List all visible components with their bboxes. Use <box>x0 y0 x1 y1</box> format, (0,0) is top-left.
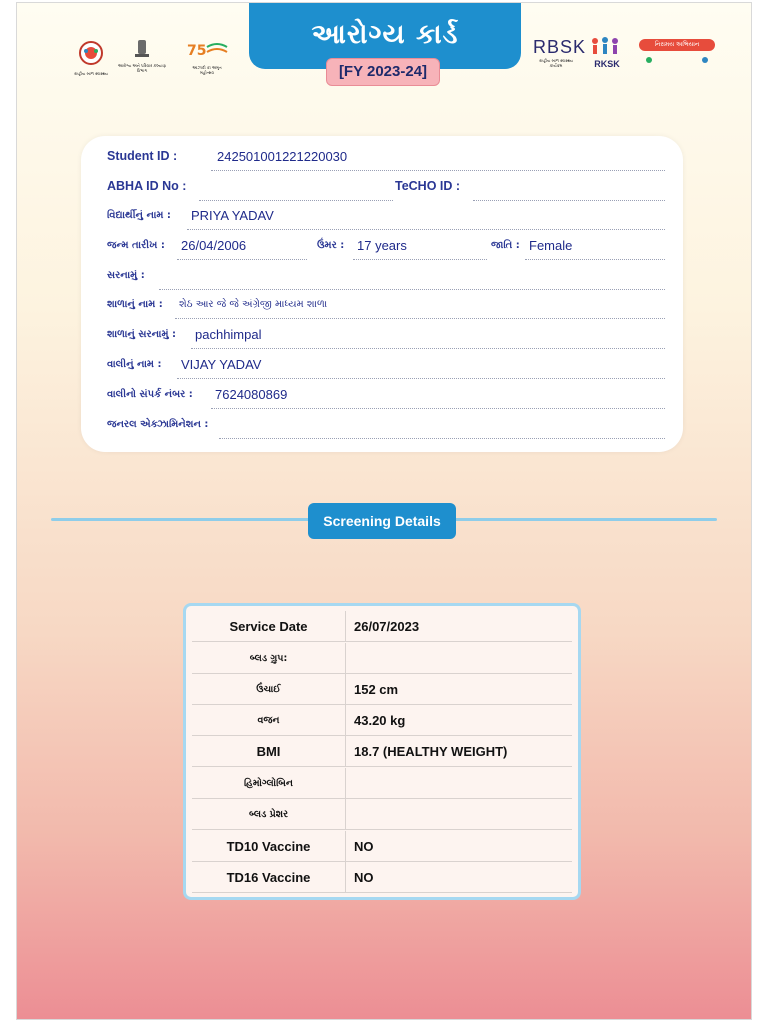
table-row <box>192 799 572 830</box>
guardian-phone-value: 7624080869 <box>215 387 288 402</box>
student-id-row <box>107 149 665 173</box>
table-row-value <box>354 768 572 798</box>
emblem-logo <box>117 37 167 73</box>
address-row <box>107 268 665 292</box>
health-card <box>16 2 752 1020</box>
table-row-value: NO <box>354 870 374 885</box>
table-row-value: 18.7 (HEALTHY WEIGHT) <box>354 744 508 759</box>
school-address-value: pachhimpal <box>195 327 262 342</box>
table-row <box>192 705 572 736</box>
table-row-label: બ્લડ ગ્રુપ: <box>192 643 346 673</box>
rbsk-state-logo <box>71 39 111 76</box>
dob-value: 26/04/2006 <box>181 238 247 253</box>
student-name-value: PRIYA YADAV <box>191 208 274 223</box>
guardian-name-value: VIJAY YADAV <box>181 357 262 372</box>
guardian-phone-row <box>107 387 665 411</box>
age-label: ઉંમર : <box>317 240 345 251</box>
table-row <box>192 643 572 674</box>
student-name-label: વિદ્યાર્થીનું નામ : <box>107 210 171 221</box>
guardian-phone-underline <box>211 408 665 409</box>
table-row-label: TD16 Vaccine <box>192 862 346 892</box>
card-title: આરોગ્ય કાર્ડ <box>249 3 521 69</box>
school-name-underline <box>175 318 665 319</box>
table-row <box>192 831 572 862</box>
screening-details-button[interactable]: Screening Details <box>308 503 456 539</box>
table-row <box>192 736 572 767</box>
guardian-name-label: વાલીનું નામ : <box>107 359 162 370</box>
techo-underline <box>473 200 665 201</box>
logo-left1-text: રાષ્ટ્રીય બાળ સ્વાસ્થ્ય <box>74 71 108 76</box>
abha-underline <box>199 200 393 201</box>
general-exam-label: જનરલ એક્ઝામિનેશન : <box>107 419 209 430</box>
table-row-label: TD10 Vaccine <box>192 831 346 861</box>
school-address-row <box>107 327 665 351</box>
table-row-label: ઉંચાઈ <box>192 674 346 704</box>
table-row-value: 26/07/2023 <box>354 619 420 634</box>
gender-value: Female <box>529 238 573 253</box>
azadi-logo <box>185 39 229 75</box>
dob-age-gender-row <box>107 238 665 262</box>
guardian-name-row <box>107 357 665 381</box>
school-name-value: શેઠ આર જે જે અંગ્રેજી માધ્યમ શાળા <box>179 299 328 310</box>
table-row-label: હિમોગ્લોબિન <box>192 768 346 798</box>
guardian-name-underline <box>177 378 665 379</box>
student-id-label: Student ID : <box>107 149 178 163</box>
fiscal-year-badge: [FY 2023-24] <box>326 58 440 86</box>
rbsk-logo-sub: રાષ્ટ્રીય બાળ સ્વાસ્થ્ય કાર્યક્રમ <box>539 58 573 68</box>
school-address-underline <box>191 348 665 349</box>
table-row <box>192 862 572 893</box>
school-name-label: શાળાનું નામ : <box>107 299 163 310</box>
table-row-value: NO <box>354 839 374 854</box>
table-row-label: BMI <box>192 736 346 766</box>
table-row-value: 152 cm <box>354 682 399 697</box>
student-info-panel <box>81 136 683 452</box>
address-label: સરનામું : <box>107 270 145 281</box>
dob-label: જન્મ તારીખ : <box>107 240 165 251</box>
address-underline <box>159 289 665 290</box>
student-name-row <box>107 208 665 232</box>
table-row <box>192 611 572 642</box>
student-id-underline <box>211 170 665 171</box>
logo-left3-text: આઝાદી કા અમૃત મહોત્સવ <box>192 65 222 75</box>
niramay-logo-text: નિરામય અભિયાન <box>639 39 715 51</box>
rbsk-logo-text: RBSK <box>533 37 587 57</box>
screening-table <box>183 603 581 900</box>
table-row <box>192 674 572 705</box>
school-address-label: શાળાનું સરનામું : <box>107 329 177 340</box>
gender-label: જાતિ : <box>491 240 520 251</box>
dob-underline <box>177 259 307 260</box>
rbsk-logo <box>533 37 587 68</box>
school-name-row <box>107 297 665 321</box>
table-row-value <box>354 643 572 673</box>
svg-text:75: 75 <box>187 43 207 59</box>
logo-left2-text: આરોગ્ય અને પરિવાર કલ્યાણ વિભાગ <box>117 63 167 73</box>
gender-underline <box>525 259 665 260</box>
student-id-value: 242501001221220030 <box>217 149 348 164</box>
niramay-logo <box>639 39 715 70</box>
age-value: 17 years <box>357 238 407 253</box>
table-row-value <box>354 799 572 829</box>
rksk-logo-text: RKSK <box>594 59 620 69</box>
table-row-label: વજન <box>192 705 346 735</box>
general-exam-underline <box>219 438 665 439</box>
guardian-phone-label: વાલીનો સંપર્ક નંબર : <box>107 389 193 400</box>
table-row-value: 43.20 kg <box>354 713 406 728</box>
techo-label: TeCHO ID : <box>395 179 461 193</box>
table-row <box>192 768 572 799</box>
age-underline <box>353 259 487 260</box>
table-row-label: Service Date <box>192 611 346 641</box>
table-row-label: બ્લડ પ્રેશર <box>192 799 346 829</box>
abha-techo-row <box>107 179 665 203</box>
abha-label: ABHA ID No : <box>107 179 187 193</box>
rksk-logo <box>587 35 627 69</box>
general-exam-row <box>107 417 665 441</box>
student-name-underline <box>187 229 665 230</box>
